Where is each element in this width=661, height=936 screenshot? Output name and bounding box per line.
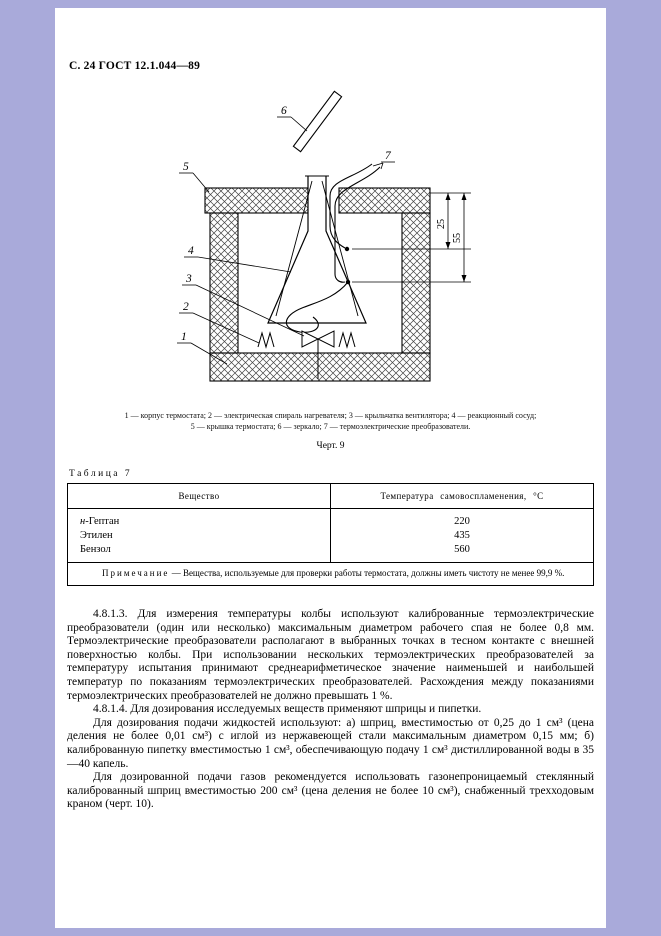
callout-4-number: 4 (188, 245, 194, 257)
thermocouple-junction-1 (345, 247, 349, 251)
figure-label: Черт. 9 (316, 441, 345, 451)
substance-prefix: н (80, 516, 86, 527)
substance-cell (68, 509, 331, 529)
callout-2-number: 2 (183, 301, 189, 313)
table-note (68, 563, 594, 586)
heater-spiral-right (339, 333, 355, 347)
substance-cell (68, 529, 331, 543)
wall-left (210, 213, 238, 353)
paragraph-4-8-1-3: 4.8.1.3. Для измерения температуры колбы используют калиброванные термоэлектрические преобразователи (один или несколько) максимальным диаметром рабочего спая не более 0,8 мм. Термоэлектрические преобразователи располагают в выбранных точках в тесном контакте с внешней поверхностью колбы. При использовании нескольких термоэлектрических преобразователей за температуру испытания принимают среднеарифметическое значение наименьшей и наибольшей температур по показаниям термоэлектрических преобразователей. Расхождения между показаниями термоэлектрических преобразователей не должно превышать 1 %. (67, 608, 594, 702)
figure-caption-line1: 1 — корпус термостата; 2 — электрическая спираль нагревателя; 3 — крыльчатка вентилятора; 4 — реакционный сосуд; (124, 411, 537, 420)
thermocouple-wire-b (335, 167, 380, 282)
page-header: С. 24 ГОСТ 12.1.044—89 (69, 60, 201, 72)
fan-blade-right (318, 331, 334, 347)
callout-7 (373, 150, 395, 169)
heater-spiral-left (258, 333, 274, 347)
dimension-55 (452, 193, 467, 282)
dimension-25 (436, 193, 451, 249)
callout-5 (179, 161, 209, 192)
substance-cell (68, 543, 331, 563)
table-row (68, 509, 594, 529)
thermostat-diagram (67, 86, 594, 391)
body-text (67, 608, 594, 812)
dimension-55-value: 55 (452, 233, 463, 243)
note-label: Примечание (102, 568, 170, 578)
callout-6 (277, 105, 307, 131)
note-text: — Вещества, используемые для проверки работы термостата, должны иметь чистоту не менее 99,9 %. (171, 568, 565, 578)
substance-name: Этилен (80, 530, 113, 541)
table-note-row (68, 563, 594, 586)
mirror (293, 91, 341, 151)
temperature-cell: 435 (454, 530, 470, 541)
substance-name: Бензол (80, 544, 111, 555)
paragraph-4-8-1-4: 4.8.1.4. Для дозирования исследуемых веществ применяют шприцы и пипетки. (93, 703, 482, 716)
temperature-cell: 220 (454, 516, 470, 527)
paragraph-gas-dosing: Для дозированной подачи газов рекомендуется использовать газонепроницаемый стеклянный калиброванный шприц вместимостью 200 см³ (цена деления не более 10 см³), снабженный трехходовым краном (черт. 10). (67, 771, 594, 811)
column-header-substance: Вещество (68, 484, 331, 509)
wall-bottom (210, 353, 430, 381)
paragraph-liquid-dosing: Для дозирования подачи жидкостей используют: а) шприц, вместимостью от 0,25 до 1 см³ (цена деления не более 0,01 см³) с иглой из нержавеющей стали максимальным диаметром 0,15 мм; б) калиброванную пипетку вместимостью 1 см³, обеспечивающую подачу 1 см³ дистиллированной воды в 35—40 капель. (67, 716, 594, 770)
substances-table (67, 483, 594, 586)
wall-right (402, 213, 430, 353)
callout-7-number: 7 (385, 150, 391, 162)
lid-right (339, 188, 430, 213)
column-header-temperature: Температура самовоспламенения, °С (331, 484, 594, 509)
callout-3-number: 3 (186, 273, 192, 285)
table-header-row (68, 484, 594, 509)
callout-6-number: 6 (281, 105, 287, 117)
callout-5-number: 5 (183, 161, 189, 173)
substance-name: -Гептан (85, 516, 120, 527)
lid-left (205, 188, 308, 213)
figure-caption-line2: 5 — крышка термостата; 6 — зеркало; 7 — термоэлектрические преобразователи. (190, 422, 471, 431)
fan-blade-left (302, 331, 318, 347)
table-row (68, 543, 594, 563)
callout-1-number: 1 (181, 331, 187, 343)
note-paragraph (76, 567, 585, 579)
table-row (68, 529, 594, 543)
document-page (55, 8, 606, 928)
dimension-25-value: 25 (436, 219, 447, 229)
table-title: Таблица 7 (69, 469, 133, 479)
figure-caption (73, 410, 588, 432)
temperature-cell: 560 (454, 544, 470, 555)
figure-9 (67, 86, 594, 396)
